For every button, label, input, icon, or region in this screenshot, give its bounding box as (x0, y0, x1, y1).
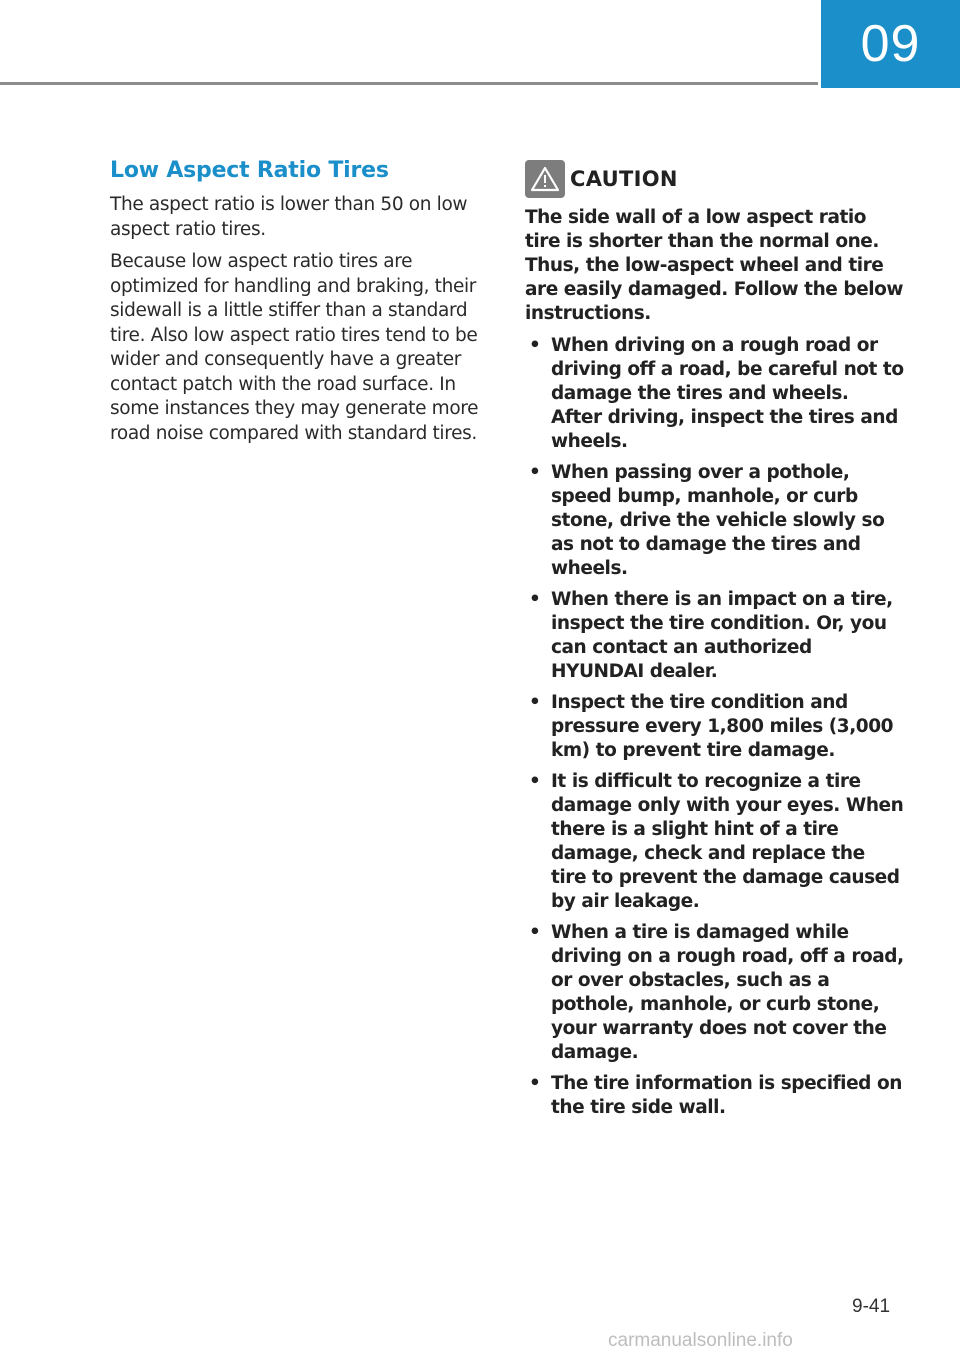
warning-triangle-icon (525, 160, 565, 198)
header-rule (0, 82, 818, 85)
list-item-text: When passing over a pothole, speed bump, manhole, or curb stone, drive the vehicle slowly so as not to damage the tires and wheels. (551, 462, 885, 579)
bullet-icon: • (529, 771, 541, 792)
list-item (525, 1072, 905, 1120)
bullet-icon: • (529, 462, 541, 483)
list-item-text: When there is an impact on a tire, inspect the tire condition. Or, you can contact an authorized HYUNDAI dealer. (551, 589, 893, 682)
list-item (525, 588, 905, 684)
list-item-text: When a tire is damaged while driving on a rough road, off a road, or over obstacles, such as a pothole, manhole, or curb stone, your warranty does not cover the damage. (551, 922, 904, 1063)
body-paragraph: The aspect ratio is lower than 50 on low aspect ratio tires. (110, 194, 468, 240)
list-item-text: The tire information is specified on the tire side wall. (551, 1073, 902, 1118)
list-item (525, 921, 905, 1065)
caution-title: CAUTION (570, 167, 678, 191)
bullet-icon: • (529, 922, 541, 943)
bullet-icon: • (529, 589, 541, 610)
bullet-icon: • (529, 1073, 541, 1094)
chapter-tab (821, 0, 960, 88)
watermark-link[interactable]: carmanualsonline.info (608, 1330, 793, 1351)
body-paragraph: Because low aspect ratio tires are optimized for handling and braking, their sidewall is a little stiffer than a standard tire. Also low aspect ratio tires tend to be wider and consequently have a greater contact patch with the road surface. In some instances they may generate more road noise compared with standard tires. (110, 251, 479, 444)
chapter-number: 09 (860, 15, 921, 73)
list-item (525, 770, 905, 914)
caution-header (525, 160, 905, 198)
caution-list (525, 334, 905, 1120)
caution-box (525, 160, 905, 1127)
bullet-icon: • (529, 335, 541, 356)
list-item (525, 461, 905, 581)
caution-intro: The side wall of a low aspect ratio tire is shorter than the normal one. Thus, the low-aspect wheel and tire are easily damaged. Follow the below instructions. (525, 207, 904, 324)
list-item-text: When driving on a rough road or driving off a road, be careful not to damage the tires and wheels. After driving, inspect the tires and wheels. (551, 335, 904, 452)
bullet-icon: • (529, 692, 541, 713)
page-number: 9-41 (852, 1296, 891, 1317)
list-item (525, 691, 905, 763)
left-column (110, 158, 482, 454)
list-item-text: It is difficult to recognize a tire damage only with your eyes. When there is a slight hint of a tire damage, check and replace the tire to prevent the damage caused by air leakage. (551, 771, 904, 912)
list-item-text: Inspect the tire condition and pressure every 1,800 miles (3,000 km) to prevent tire damage. (551, 692, 894, 761)
list-item (525, 334, 905, 454)
section-title: Low Aspect Ratio Tires (110, 158, 389, 183)
